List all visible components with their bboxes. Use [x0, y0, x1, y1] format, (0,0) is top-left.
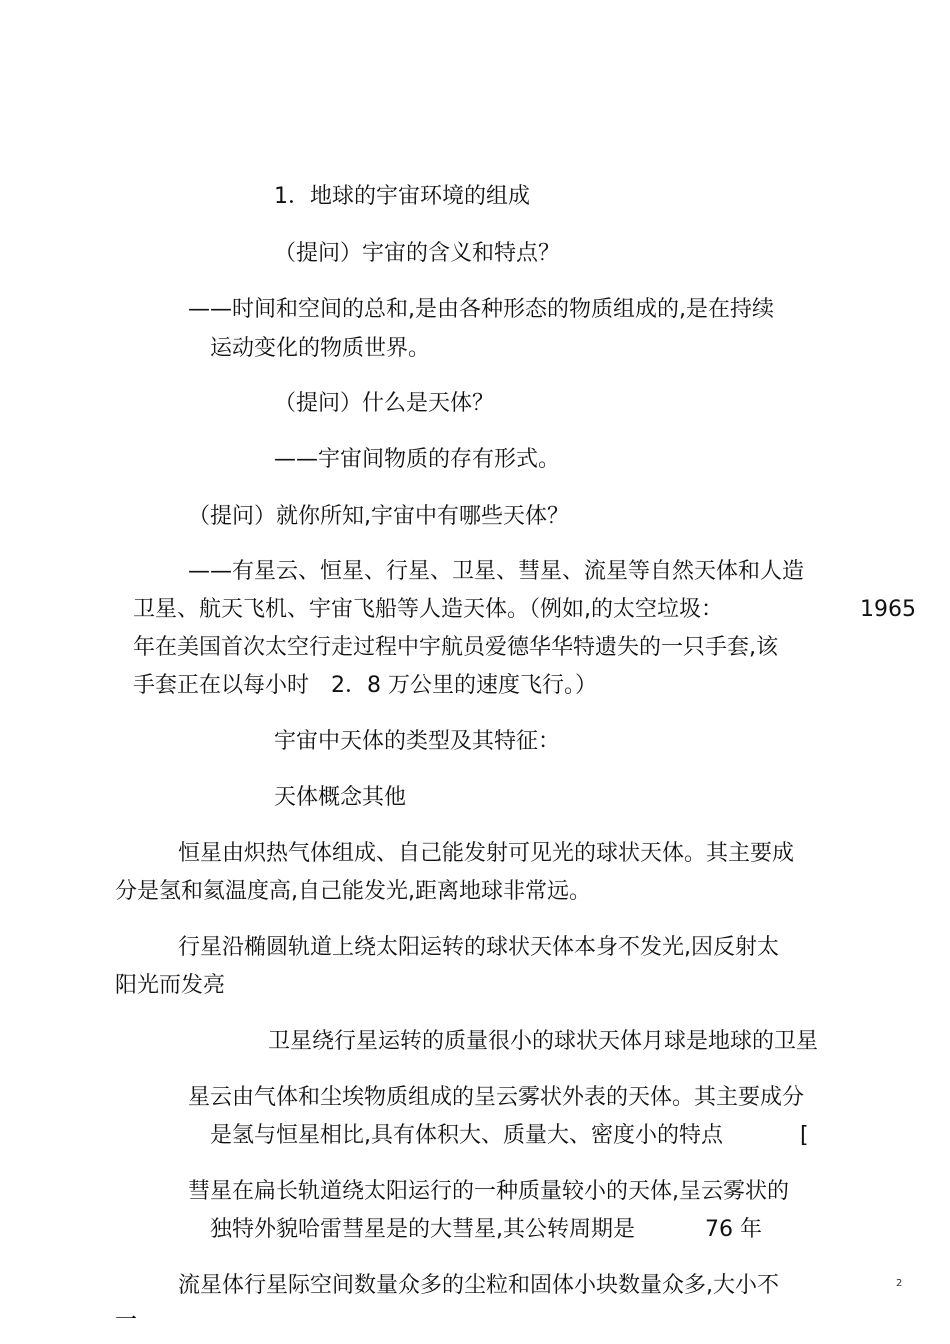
- star-entry-line: 分是氢和氦温度高,自己能发光,距离地球非常远。: [115, 879, 591, 904]
- answer-line: ——有星云、恒星、行星、卫星、彗星、流星等自然天体和人造: [188, 559, 805, 584]
- nebula-entry-line: 是氢与恒星相比,具有体积大、质量大、密度小的特点: [210, 1123, 723, 1148]
- year-text: 1965: [860, 597, 916, 622]
- answer-line: 运动变化的物质世界。: [210, 336, 431, 361]
- answer-line: 卫星、航天飞机、宇宙飞船等人造天体。（例如,的太空垃圾：: [133, 597, 723, 622]
- page-number: 2: [896, 1278, 903, 1289]
- question-line: （提问）就你所知,宇宙中有哪些天体？: [188, 504, 569, 529]
- period-text: 76 年: [705, 1217, 762, 1242]
- question-line: （提问）什么是天体？: [274, 391, 495, 416]
- planet-entry-line: 行星沿椭圆轨道上绕太阳运转的球状天体本身不发光,因反射太: [178, 935, 779, 960]
- question-line: （提问）宇宙的含义和特点？: [274, 241, 561, 266]
- answer-line: 年在美国首次太空行走过程中宇航员爱德华华特遗失的一只手套,该: [133, 635, 778, 660]
- planet-entry-line: 阳光而发亮: [115, 973, 226, 998]
- satellite-entry-line: 卫星绕行星运转的质量很小的球状天体月球是地球的卫星: [268, 1029, 819, 1054]
- meteoroid-entry-line: 流星体行星际空间数量众多的尘粒和固体小块数量众多,大小不: [178, 1273, 779, 1298]
- star-entry-line: 恒星由炽热气体组成、自己能发射可见光的球状天体。其主要成: [178, 841, 795, 866]
- comet-entry-line: 彗星在扁长轨道绕太阳运行的一种质量较小的天体,呈云雾状的: [188, 1179, 789, 1204]
- answer-line: 手套正在以每小时 2．8 万公里的速度飞行。）: [133, 673, 597, 698]
- bracket-mark: [: [800, 1123, 809, 1148]
- meteoroid-entry-line: 一: [115, 1308, 138, 1333]
- comet-entry-line: 独特外貌哈雷彗星是的大彗星,其公转周期是: [210, 1217, 635, 1242]
- paragraph-line: 宇宙中天体的类型及其特征：: [274, 729, 561, 754]
- nebula-entry-line: 星云由气体和尘埃物质组成的呈云雾状外表的天体。其主要成分: [188, 1085, 805, 1110]
- answer-line: ——时间和空间的总和,是由各种形态的物质组成的,是在持续: [188, 297, 774, 322]
- answer-line: ——宇宙间物质的存有形式。: [274, 447, 561, 472]
- section-heading: 1．地球的宇宙环境的组成: [274, 184, 530, 209]
- table-header-line: 天体概念其他: [274, 785, 407, 810]
